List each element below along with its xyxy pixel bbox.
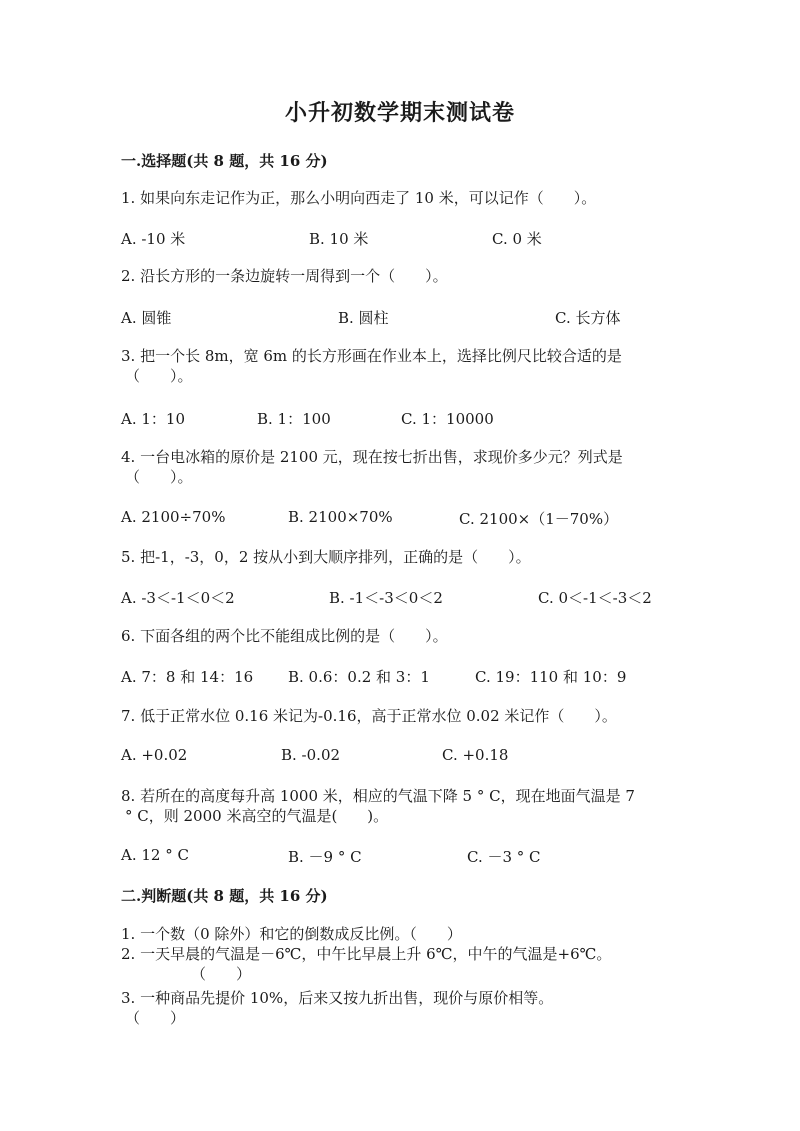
option-c: C. 0 米 [492, 230, 542, 248]
option-a: A. 12 ° C [121, 846, 189, 864]
judgement-3-line-1: 3. 一种商品先提价 10%，后来又按九折出售，现价与原价相等。 [121, 989, 554, 1007]
option-a: A. +0.02 [121, 746, 188, 764]
option-b: B. 10 米 [309, 230, 369, 248]
judgement-2 [121, 944, 681, 984]
judgement-2-line-1: 2. 一天早晨的气温是－6℃，中午比早晨上升 6℃，中午的气温是+6℃。 [121, 945, 612, 963]
question-8-line-1: 8. 若所在的高度每升高 1000 米，相应的气温下降 5 ° C，现在地面气温是 7 [121, 787, 635, 805]
section-heading-judgement: 二.判断题(共 8 题，共 16 分) [121, 887, 328, 905]
judgement-3 [121, 988, 681, 1028]
exam-title: 小升初数学期末测试卷 [284, 100, 515, 126]
question-6: 6. 下面各组的两个比不能组成比例的是（ ）。 [121, 627, 448, 645]
option-a: A. 圆锥 [121, 309, 172, 327]
option-a: A. -3＜-1＜0＜2 [121, 589, 235, 607]
question-4 [121, 447, 681, 487]
question-3-line-1: 3. 把一个长 8m，宽 6m 的长方形画在作业本上，选择比例尺比较合适的是 [121, 347, 622, 365]
question-4-line-2: （ ）。 [125, 468, 193, 486]
option-b: B. 2100×70% [288, 508, 393, 526]
option-c: C. 2100×（1－70%） [459, 510, 619, 528]
option-c: C. 19：110 和 10：9 [475, 668, 627, 686]
judgement-3-line-2: （ ） [125, 1009, 186, 1027]
option-b: B. -1＜-3＜0＜2 [329, 589, 443, 607]
option-b: B. 0.6：0.2 和 3：1 [288, 668, 430, 686]
option-b: B. 1：100 [257, 410, 331, 428]
option-c: C. －3 ° C [467, 848, 541, 866]
option-c: C. 长方体 [555, 309, 621, 327]
question-3-line-2: （ ）。 [125, 367, 193, 385]
option-a: A. 2100÷70% [121, 508, 226, 526]
option-b: B. 圆柱 [338, 309, 389, 327]
question-3 [121, 346, 681, 386]
question-5: 5. 把-1，-3，0，2 按从小到大顺序排列，正确的是（ ）。 [121, 548, 531, 566]
question-1: 1. 如果向东走记作为正，那么小明向西走了 10 米，可以记作（ ）。 [121, 189, 597, 207]
option-b: B. -0.02 [281, 746, 341, 764]
question-7: 7. 低于正常水位 0.16 米记为-0.16，高于正常水位 0.02 米记作（ ）。 [121, 707, 617, 725]
question-4-line-1: 4. 一台电冰箱的原价是 2100 元，现在按七折出售，求现价多少元？列式是 [121, 448, 623, 466]
option-a: A. -10 米 [121, 230, 186, 248]
judgement-1 [121, 924, 681, 944]
option-c: C. 0＜-1＜-3＜2 [538, 589, 652, 607]
section-heading-choice: 一.选择题(共 8 题，共 16 分) [121, 152, 328, 170]
judgement-2-line-2: （ ） [191, 965, 252, 983]
option-c: C. 1：10000 [401, 410, 494, 428]
question-8-line-2: ° C，则 2000 米高空的气温是( )。 [125, 807, 389, 825]
question-2: 2. 沿长方形的一条边旋转一周得到一个（ ）。 [121, 267, 448, 285]
option-c: C. +0.18 [442, 746, 509, 764]
question-8 [121, 786, 681, 826]
option-a: A. 7：8 和 14：16 [121, 668, 254, 686]
option-a: A. 1：10 [121, 410, 185, 428]
judgement-1-line-1: 1. 一个数（0 除外）和它的倒数成反比例。（ ） [121, 925, 462, 943]
option-b: B. －9 ° C [288, 848, 362, 866]
